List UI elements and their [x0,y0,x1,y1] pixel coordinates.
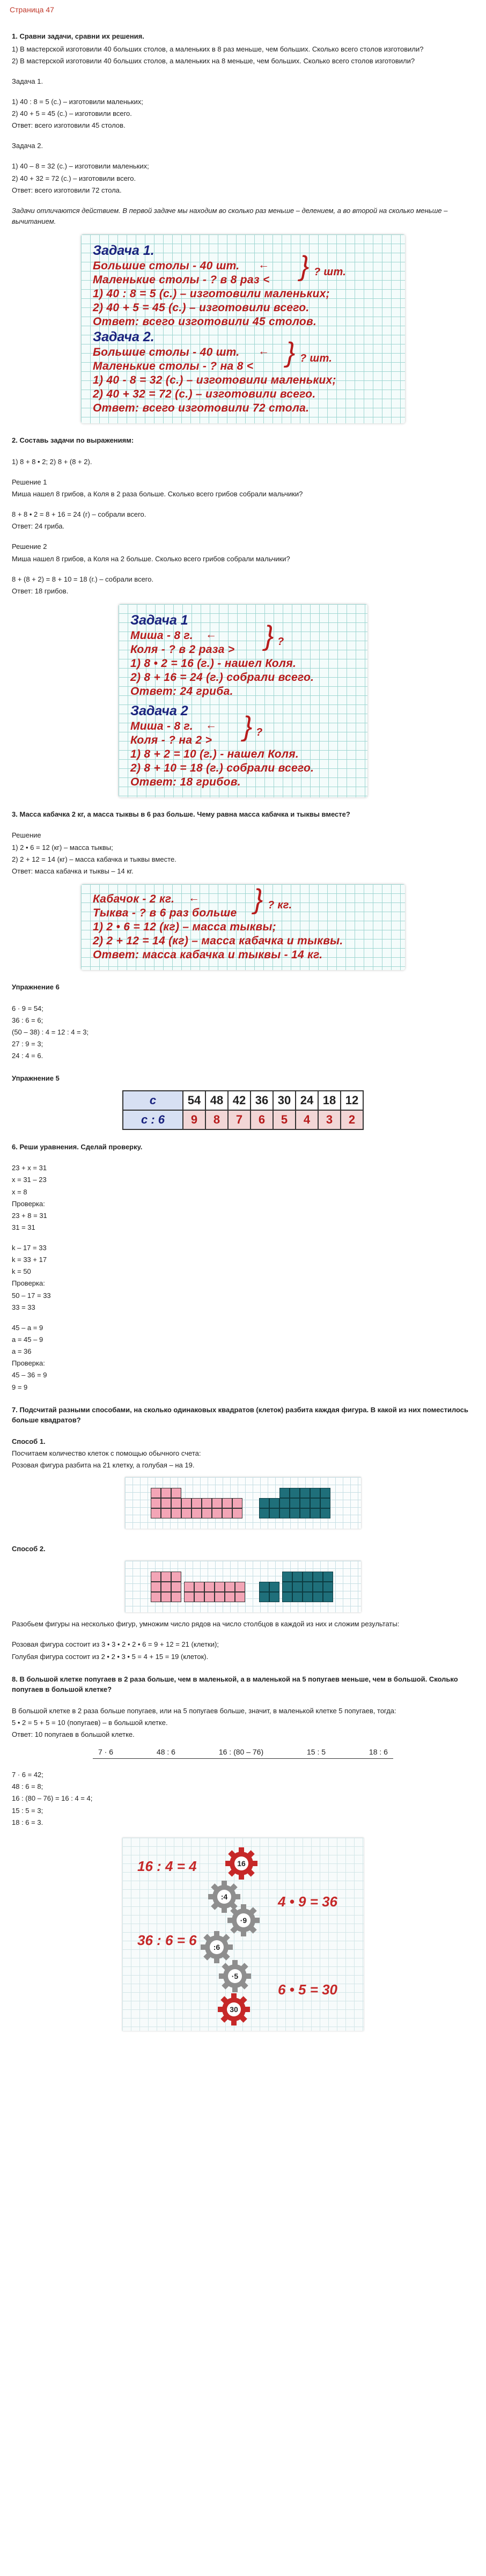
task2-heading: 2. Составь задачи по выражениям: [12,436,134,445]
ex5-cell: 8 [205,1110,228,1129]
pink-figure [184,1582,245,1602]
ex5-cell: 54 [183,1091,205,1110]
figures-1 [125,1477,361,1529]
task7-s1-title: Способ 1. [12,1437,46,1445]
task2-card [119,604,367,797]
card2-step: 1) 8 • 2 = 16 (г.) - нашел Коля. [130,657,297,670]
ex5-cell: 4 [296,1110,318,1129]
task6-line: 45 – 36 = 9 [12,1371,47,1379]
ex6-line: (50 – 38) : 4 = 12 : 4 = 3; [12,1028,89,1036]
task8-answer: 15 : 5 = 3; [12,1806,43,1815]
ex6-line: 36 : 6 = 6; [12,1016,43,1024]
task1-heading: 1. Сравни задачи, сравни их решения. [12,32,144,40]
card1-line: Большие столы - 40 шт. ← [93,259,270,273]
task8-answer: 48 : 6 = 8; [12,1782,43,1791]
task6-line: 50 – 17 = 33 [12,1291,51,1300]
card2-line: Коля - ? на 2 > } ? [130,710,263,746]
card2-answer: Ответ: 18 грибов. [130,775,241,788]
pink-figure [181,1498,242,1518]
task1-z1-line: 1) 40 : 8 = 5 (с.) – изготовили маленьких; [12,97,143,106]
task8-answer: 7 · 6 = 42; [12,1771,43,1779]
gear-label: ·9 [240,1916,247,1925]
card2-step: 1) 8 + 2 = 10 (г.) - нашел Коля. [130,747,299,760]
ex6-line: 6 · 9 = 54; [12,1004,43,1012]
ex5-cell: 7 [228,1110,251,1129]
card3-step: 2) 2 + 12 = 14 (кг) – масса кабачка и тыквы. [93,935,343,948]
ex5-cell: 2 [341,1110,363,1129]
ex5-cell: 3 [318,1110,341,1129]
card2-line: Коля - ? в 2 раза > } ? [130,620,284,656]
card3-line: Тыква - ? в 6 раз больше } ? кг. [93,884,292,920]
teal-figure [282,1572,333,1602]
card1-title2: Задача 2. [93,329,154,345]
task6-line: x = 8 [12,1187,27,1196]
task6-heading: 6. Реши уравнения. Сделай проверку. [12,1142,143,1151]
pink-figure [151,1572,181,1602]
task8-line: Ответ: 10 попугаев в большой клетке. [12,1730,135,1739]
ex6-heading: Упражнение 6 [12,983,60,992]
ex5-cell: 24 [296,1091,318,1110]
task6-line: 9 = 9 [12,1383,28,1391]
task3-line: 2) 2 + 12 = 14 (кг) – масса кабачка и тыквы вместе. [12,855,176,863]
teal-figure [259,1582,279,1602]
task1-z1-line: Ответ: всего изготовили 45 столов. [12,121,126,130]
task1-z2-line: 1) 40 – 8 = 32 (с.) – изготовили маленьких; [12,162,149,171]
card2-answer: Ответ: 24 гриба. [130,685,233,698]
card1-step: 2) 40 + 5 = 45 (с.) – изготовили всего. [93,302,310,314]
task6-line: 31 = 31 [12,1223,35,1231]
card1-line: Большие столы - 40 шт. ← [93,345,270,359]
task8-answer: 18 : 6 = 3. [12,1818,43,1826]
card1-answer: Ответ: всего изготовили 72 стола. [93,402,310,415]
task1-z1-line: 2) 40 + 5 = 45 (с.) – изготовили всего. [12,109,132,118]
ex5-head-c: c [123,1091,183,1110]
task6-line: a = 36 [12,1347,32,1356]
teal-figure [259,1498,279,1518]
ex5-heading: Упражнение 5 [12,1074,60,1083]
task1-z2-title: Задача 2. [12,142,43,150]
gear-equation: 36 : 6 = 6 [137,1932,197,1948]
task1-note: Задачи отличаются действием. В первой задаче мы находим во сколько раз меньше – делением, а во второй на сколько меньше – вычитанием. [12,206,448,226]
expression: 15 : 5 [307,1748,326,1757]
gear-equation: 4 • 9 = 36 [278,1893,338,1910]
task3-card [81,884,405,970]
card1-answer: Ответ: всего изготовили 45 столов. [93,315,317,328]
teal-figure [279,1488,330,1518]
ex5-cell: 18 [318,1091,341,1110]
ex5-cell: 30 [273,1091,296,1110]
expression-row [93,1748,393,1759]
task8-answer: 16 : (80 – 76) = 16 : 4 = 4; [12,1794,93,1803]
expression: 18 : 6 [369,1748,388,1757]
task6-line: 23 + 8 = 31 [12,1211,47,1220]
card2-step: 2) 8 + 16 = 24 (г.) собрали всего. [130,671,314,684]
task7-s2-line: Голубая фигура состоит из 2 • 2 • 3 • 5 = 4 + 15 = 19 (клеток). [12,1652,209,1661]
task6-line: a = 45 – 9 [12,1335,43,1344]
task6-line: k – 17 = 33 [12,1244,47,1252]
card1-step: 1) 40 - 8 = 32 (с.) – изготовили маленьких; [93,374,336,387]
card2-step: 2) 8 + 10 = 18 (г.) собрали всего. [130,761,314,774]
expression: 48 : 6 [156,1748,175,1757]
task2-r2-line: Миша нашел 8 грибов, а Коля на 2 больше. Сколько всего грибов собрали мальчики? [12,554,290,563]
task7-s2-line: Розовая фигура состоит из 3 • 3 • 2 • 2 • 6 = 9 + 12 = 21 (клетки); [12,1640,219,1649]
card2-title2: Задача 2 [130,703,188,718]
task3-title: Решение [12,831,41,840]
task7-s1-line: Розовая фигура разбита на 21 клетку, а голубая – на 19. [12,1461,195,1470]
task3-heading: 3. Масса кабачка 2 кг, а масса тыквы в 6 раз больше. Чему равна масса кабачка и тыквы вместе? [12,810,350,818]
task3-line: Ответ: масса кабачка и тыквы – 14 кг. [12,867,134,875]
ex6-line: 24 : 4 = 6. [12,1052,43,1060]
gear-label: 30 [230,2005,238,2014]
page-link[interactable]: Страница 47 [10,5,54,14]
task2-r2-title: Решение 2 [12,542,47,551]
task8-heading: 8. В большой клетке попугаев в 2 раза больше, чем в маленькой, а в маленькой на 5 попугаев меньше, чем в большой. Сколько попугаев в большой клетке? [12,1675,458,1694]
ex5-cell: 12 [341,1091,363,1110]
task1-card [81,234,405,423]
expression: 7 · 6 [98,1748,114,1757]
card1-line: Маленькие столы - ? в 8 раз < } ? шт. [93,251,347,287]
task6-line: 33 = 33 [12,1303,35,1311]
card1-title: Задача 1. [93,243,154,259]
task6-line: 45 – a = 9 [12,1323,43,1332]
task2-r1-title: Решение 1 [12,478,47,486]
card2-line: Миша - 8 г. ← [130,628,217,642]
ex6-line: 27 : 9 = 3; [12,1039,43,1048]
card1-step: 2) 40 + 32 = 72 (с.) – изготовили всего. [93,388,316,401]
ex5-cell: 42 [228,1091,251,1110]
gear-label: :6 [213,1942,220,1951]
task8-line: В большой клетке в 2 раза больше попугаев, или на 5 попугаев больше, значит, в маленькой клетке 5 попугаев, тогда: [12,1706,396,1715]
ex5-cell: 9 [183,1110,205,1129]
task6-line: Проверка: [12,1199,45,1208]
card3-step: 1) 2 • 6 = 12 (кг) – масса тыквы; [93,921,277,934]
gears-illustration [122,1838,364,2031]
task7-s2-title: Способ 2. [12,1545,46,1553]
ex5-cell: 5 [273,1110,296,1129]
task6-line: 23 + x = 31 [12,1164,47,1172]
card1-step: 1) 40 : 8 = 5 (с.) – изготовили маленьких; [93,288,330,300]
task7-heading: 7. Подсчитай разными способами, на сколько одинаковых квадратов (клеток) разбита каждая фигура. В какой из них поместилось больше квадратов? [12,1405,469,1425]
task3-line: 1) 2 • 6 = 12 (кг) – масса тыквы; [12,843,113,852]
task1-line: 1) В мастерской изготовили 40 больших столов, а маленьких в 8 раз меньше, чем больших. Сколько всего столов изготовили? [12,45,424,53]
gear-label: :4 [220,1892,228,1901]
task2-r1-line: Миша нашел 8 грибов, а Коля в 2 раза больше. Сколько всего грибов собрали мальчики? [12,489,303,498]
task7-s1-line: Посчитаем количество клеток с помощью обычного счета: [12,1449,201,1457]
card2-title: Задача 1 [130,612,188,628]
gear-equation: 16 : 4 = 4 [137,1858,197,1874]
task2-r1-line: Ответ: 24 гриба. [12,522,65,531]
card3-line: Кабачок - 2 кг. ← [93,892,200,906]
task6-line: Проверка: [12,1359,45,1368]
pink-figure [151,1488,181,1518]
task8-line: 5 • 2 = 5 + 5 = 10 (попугаев) – в большой клетке. [12,1718,168,1727]
task1-z1-title: Задача 1. [12,77,43,85]
task2-r1-line: 8 + 8 • 2 = 8 + 16 = 24 (г) – собрали всего. [12,510,146,519]
card3-answer: Ответ: масса кабачка и тыквы - 14 кг. [93,949,323,962]
figures-2 [125,1561,361,1612]
task6-line: Проверка: [12,1279,45,1288]
ex5-table [122,1090,364,1130]
task6-line: k = 50 [12,1267,31,1276]
ex5-cell: 48 [205,1091,228,1110]
ex5-head-c6: c : 6 [123,1110,183,1129]
ex5-cell: 6 [251,1110,273,1129]
task1-z2-line: 2) 40 + 32 = 72 (с.) – изготовили всего. [12,174,136,182]
page [4,0,482,2051]
task1-line: 2) В мастерской изготовили 40 больших столов, а маленьких на 8 меньше, чем больших. Сколько всего столов изготовили? [12,56,415,65]
task7-s2-line: Разобьем фигуры на несколько фигур, умножим число рядов на число столбцов в каждой из них и сложим результаты: [12,1620,400,1628]
gear-equation: 6 • 5 = 30 [278,1981,338,1998]
card2-line: Миша - 8 г. ← [130,718,217,732]
gear-label: ·5 [231,1971,239,1980]
task2-expr: 1) 8 + 8 • 2; 2) 8 + (8 + 2). [12,457,92,466]
task6-line: x = 31 – 23 [12,1176,47,1184]
expression: 16 : (80 – 76) [218,1748,264,1757]
card1-line: Маленькие столы - ? на 8 < } ? шт. [93,337,333,373]
task6-line: k = 33 + 17 [12,1256,47,1264]
gear-label: 16 [237,1859,246,1868]
task2-r2-line: Ответ: 18 грибов. [12,586,69,595]
ex5-cell: 36 [251,1091,273,1110]
task2-r2-line: 8 + (8 + 2) = 8 + 10 = 18 (г.) – собрали всего. [12,575,154,583]
task1-z2-line: Ответ: всего изготовили 72 стола. [12,186,122,194]
